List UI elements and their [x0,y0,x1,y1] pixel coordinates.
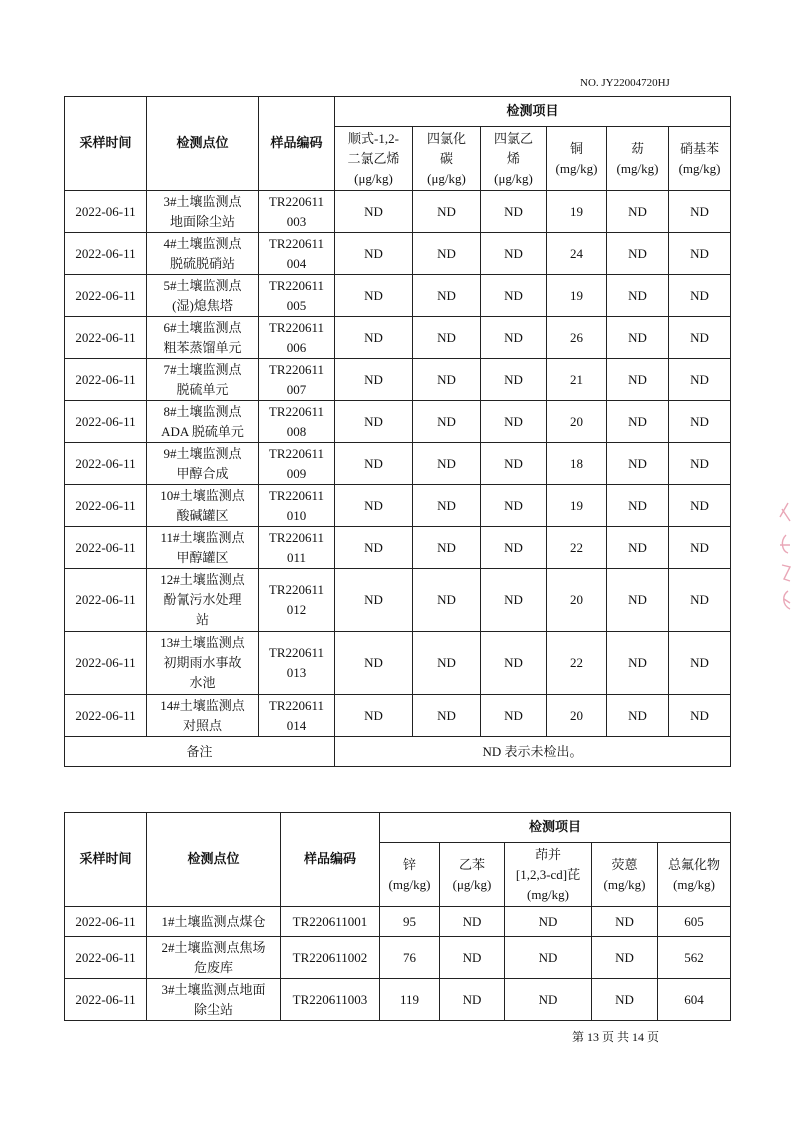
header-sample-code: 样品编码 [281,813,380,907]
cell-line: (mg/kg) [673,876,715,892]
cell-value: 19 [547,275,607,317]
header-item [505,843,592,907]
cell-line: 初期雨水事故 [163,655,242,670]
cell-value: ND [481,485,547,527]
cell-line: TR220611 [268,529,325,545]
table-row [65,233,731,275]
header-location: 检测点位 [147,813,281,907]
cell-line: 003 [286,213,307,229]
cell-line: (μg/kg) [354,170,393,186]
cell-line: 009 [286,465,307,481]
cell-value: ND [607,401,669,443]
cell-value: 76 [380,937,440,979]
cell-line: 硝基苯 [680,140,720,156]
cell-location [147,359,259,401]
cell-value: ND [607,233,669,275]
cell-value: ND [592,979,658,1021]
cell-value: ND [669,401,731,443]
cell-value: ND [440,937,505,979]
cell-value: 18 [547,443,607,485]
cell-line: 甲醇合成 [176,465,229,481]
cell-value: ND [607,191,669,233]
cell-line: 013 [286,665,307,680]
cell-sample-code [259,527,335,569]
cell-location [147,937,281,979]
cell-date: 2022-06-11 [65,485,147,527]
cell-line: 9#土壤监测点 [163,445,242,461]
cell-sample-code [259,632,335,695]
cell-sample-code [259,401,335,443]
header-item [481,127,547,191]
table-row [65,695,731,737]
cell-line: (mg/kg) [388,876,431,892]
table-row [65,401,731,443]
header-test-items: 检测项目 [335,97,731,127]
remarks-row [65,737,731,767]
cell-line: 13#土壤监测点 [160,635,245,650]
cell-line: 站 [195,612,209,627]
cell-value: ND [669,632,731,695]
cell-line: 锌 [402,856,416,872]
cell-line: 荧蒽 [611,856,638,872]
cell-value: ND [481,359,547,401]
cell-line: (mg/kg) [527,886,569,902]
cell-value: ND [335,485,413,527]
cell-line: TR220611 [268,645,325,660]
header-item [380,843,440,907]
header-item [440,843,505,907]
cell-location [147,443,259,485]
cell-line: 14#土壤监测点 [160,697,245,713]
cell-line: 四氯乙 [493,130,533,146]
header-item [669,127,731,191]
cell-value: 24 [547,233,607,275]
cell-date: 2022-06-11 [65,317,147,359]
cell-line: 4#土壤监测点 [163,235,242,251]
cell-line: 顺式-1,2- [348,130,399,146]
cell-location [147,401,259,443]
cell-sample-code [259,191,335,233]
cell-line: 007 [286,381,307,397]
table-row [65,275,731,317]
cell-line: 酚氰污水处理 [163,592,242,607]
cell-value: ND [335,233,413,275]
cell-value: ND [481,632,547,695]
cell-date: 2022-06-11 [65,359,147,401]
cell-line: 10#土壤监测点 [160,487,245,503]
cell-value: ND [607,275,669,317]
cell-line: 008 [286,423,307,439]
cell-line: (μg/kg) [494,170,533,186]
cell-line: 总氟化物 [668,856,721,872]
cell-line: 010 [286,507,307,523]
cell-sample-code [259,275,335,317]
cell-line: 3#土壤监测点地面 [161,981,266,997]
cell-value: ND [607,569,669,632]
cell-value: ND [669,191,731,233]
cell-line: 茚并 [534,846,561,862]
cell-value: ND [481,191,547,233]
table-row [65,979,731,1021]
cell-line: 2#土壤监测点焦场 [161,939,266,955]
header-item [607,127,669,191]
table-row [65,569,731,632]
cell-location [147,485,259,527]
cell-value: ND [669,569,731,632]
header-test-items: 检测项目 [380,813,731,843]
cell-line: TR220611 [268,235,325,251]
header-item [413,127,481,191]
cell-value: ND [413,695,481,737]
cell-line: 005 [286,297,307,313]
table-row [65,191,731,233]
cell-value: 19 [547,485,607,527]
cell-line: TR220611 [268,487,325,503]
cell-value: ND [607,443,669,485]
cell-line: [1,2,3-cd]芘 [515,866,581,882]
cell-value: ND [592,907,658,937]
results-table-1 [64,96,731,767]
cell-line: 水池 [189,675,216,690]
cell-value: ND [413,569,481,632]
cell-value: ND [481,443,547,485]
cell-line: (mg/kg) [603,876,646,892]
cell-line: 粗苯蒸馏单元 [163,339,242,355]
cell-sample-code: TR220611001 [281,907,380,937]
cell-date: 2022-06-11 [65,191,147,233]
cell-line: 脱硫单元 [176,381,229,397]
cell-line: 烯 [506,150,520,166]
cell-value: ND [481,527,547,569]
table-row [65,937,731,979]
page-number: 第 13 页 共 14 页 [572,1030,660,1044]
cell-line: 1#土壤监测点煤仓 [161,913,266,929]
cell-value: ND [669,695,731,737]
cell-value: ND [413,233,481,275]
cell-value: ND [607,695,669,737]
cell-date: 2022-06-11 [65,233,147,275]
cell-line: 苭 [630,140,644,156]
header-sample-code: 样品编码 [259,97,335,191]
header-row [65,813,731,843]
cell-value: 21 [547,359,607,401]
cell-line: 脱硫脱硝站 [169,255,235,271]
cell-line: 二氯乙烯 [347,150,400,166]
cell-line: TR220611 [268,193,325,209]
cell-value: ND [335,527,413,569]
cell-value: ND [335,632,413,695]
cell-line: 乙苯 [458,856,485,872]
cell-date: 2022-06-11 [65,695,147,737]
header-item [547,127,607,191]
table-row [65,359,731,401]
cell-value: 20 [547,569,607,632]
cell-value: 20 [547,695,607,737]
table-row [65,527,731,569]
cell-value: ND [335,275,413,317]
cell-line: 对照点 [182,717,222,733]
cell-value: ND [413,485,481,527]
cell-location [147,907,281,937]
cell-value: ND [481,275,547,317]
cell-line: 7#土壤监测点 [163,361,242,377]
document-number: NO. JY22004720HJ [580,77,670,89]
cell-sample-code [259,317,335,359]
cell-line: 酸碱罐区 [176,507,229,523]
cell-line: TR220611 [268,697,325,713]
cell-line: 012 [286,602,307,617]
header-sampling-time: 采样时间 [65,97,147,191]
cell-sample-code [259,233,335,275]
cell-value: 19 [547,191,607,233]
cell-location [147,527,259,569]
cell-sample-code: TR220611003 [281,979,380,1021]
cell-line: 014 [286,717,307,733]
cell-value: ND [413,191,481,233]
cell-value: ND [669,485,731,527]
cell-value: 22 [547,527,607,569]
cell-line: (湿)熄焦塔 [172,297,233,313]
cell-line: 12#土壤监测点 [160,572,245,587]
cell-value: ND [335,401,413,443]
cell-date: 2022-06-11 [65,275,147,317]
cell-value: 604 [658,979,731,1021]
cell-line: (mg/kg) [616,160,659,176]
cell-line: TR220611 [268,319,325,335]
cell-value: 20 [547,401,607,443]
header-item [658,843,731,907]
cell-value: ND [481,233,547,275]
cell-date: 2022-06-11 [65,632,147,695]
cell-sample-code [259,569,335,632]
cell-value: ND [413,443,481,485]
header-location: 检测点位 [147,97,259,191]
cell-date: 2022-06-11 [65,443,147,485]
cell-value: ND [669,233,731,275]
cell-value: 562 [658,937,731,979]
cell-value: ND [335,569,413,632]
cell-value: ND [335,317,413,359]
cell-value: ND [481,317,547,359]
header-sampling-time: 采样时间 [65,813,147,907]
cell-location [147,979,281,1021]
cell-value: ND [669,317,731,359]
cell-value: ND [335,443,413,485]
cell-date: 2022-06-11 [65,979,147,1021]
table-row [65,907,731,937]
cell-location [147,233,259,275]
cell-value: 605 [658,907,731,937]
cell-value: ND [607,527,669,569]
cell-value: ND [505,907,592,937]
cell-date: 2022-06-11 [65,937,147,979]
cell-line: TR220611 [268,445,325,461]
cell-line: 碳 [439,150,453,166]
cell-line: 除尘站 [193,1001,233,1017]
cell-value: 22 [547,632,607,695]
cell-sample-code: TR220611002 [281,937,380,979]
results-table-2 [64,812,731,1021]
cell-location [147,632,259,695]
cell-value: ND [440,979,505,1021]
cell-date: 2022-06-11 [65,569,147,632]
cell-line: TR220611 [268,361,325,377]
cell-location [147,191,259,233]
cell-value: 26 [547,317,607,359]
cell-value: ND [669,443,731,485]
cell-value: ND [481,401,547,443]
cell-value: ND [413,359,481,401]
cell-line: 地面除尘站 [169,213,235,229]
cell-value: ND [505,937,592,979]
cell-date: 2022-06-11 [65,401,147,443]
cell-line: 危废库 [193,959,233,975]
cell-value: ND [669,527,731,569]
header-item [592,843,658,907]
cell-value: ND [413,317,481,359]
cell-location [147,695,259,737]
cell-value: 95 [380,907,440,937]
cell-location [147,569,259,632]
cell-value: ND [413,632,481,695]
cell-line: 铜 [569,140,583,156]
cell-line: 6#土壤监测点 [163,319,242,335]
cell-value: ND [335,359,413,401]
cell-location [147,275,259,317]
cell-line: TR220611 [268,403,325,419]
header-row [65,97,731,127]
cell-line: TR220611 [268,582,325,597]
cell-line: 11#土壤监测点 [160,529,245,545]
cell-value: ND [607,317,669,359]
cell-line: (μg/kg) [452,876,492,892]
cell-value: ND [669,359,731,401]
cell-line: 甲醇罐区 [176,549,229,565]
cell-line: ADA 脱硫单元 [161,423,244,439]
cell-date: 2022-06-11 [65,527,147,569]
cell-line: 011 [286,549,307,565]
cell-line: 004 [286,255,307,271]
cell-value: ND [481,695,547,737]
cell-value: ND [607,485,669,527]
cell-sample-code [259,443,335,485]
cell-line: TR220611 [268,277,325,293]
cell-value: ND [607,359,669,401]
header-item [335,127,413,191]
cell-sample-code [259,485,335,527]
cell-date: 2022-06-11 [65,907,147,937]
remarks-label: 备注 [65,737,335,767]
cell-line: (mg/kg) [678,160,721,176]
table-row [65,443,731,485]
remarks-text: ND 表示未检出。 [335,737,731,767]
cell-line: 8#土壤监测点 [163,403,242,419]
table-row [65,317,731,359]
cell-value: ND [440,907,505,937]
cell-line: (μg/kg) [427,170,466,186]
cell-sample-code [259,695,335,737]
table-row [65,485,731,527]
cell-line: 006 [286,339,307,355]
cell-value: ND [335,191,413,233]
cell-value: ND [413,527,481,569]
cell-sample-code [259,359,335,401]
cell-value: ND [607,632,669,695]
cell-location [147,317,259,359]
table-row [65,632,731,695]
cell-value: ND [335,695,413,737]
cell-value: ND [481,569,547,632]
cell-value: ND [413,401,481,443]
cell-value: ND [592,937,658,979]
cell-line: 3#土壤监测点 [163,193,242,209]
cell-line: (mg/kg) [555,160,598,176]
cell-value: ND [669,275,731,317]
cell-line: 5#土壤监测点 [163,277,242,293]
cell-value: 119 [380,979,440,1021]
cell-value: ND [413,275,481,317]
seal-stamp-fragment [772,495,794,625]
cell-value: ND [505,979,592,1021]
cell-line: 四氯化 [426,130,466,146]
